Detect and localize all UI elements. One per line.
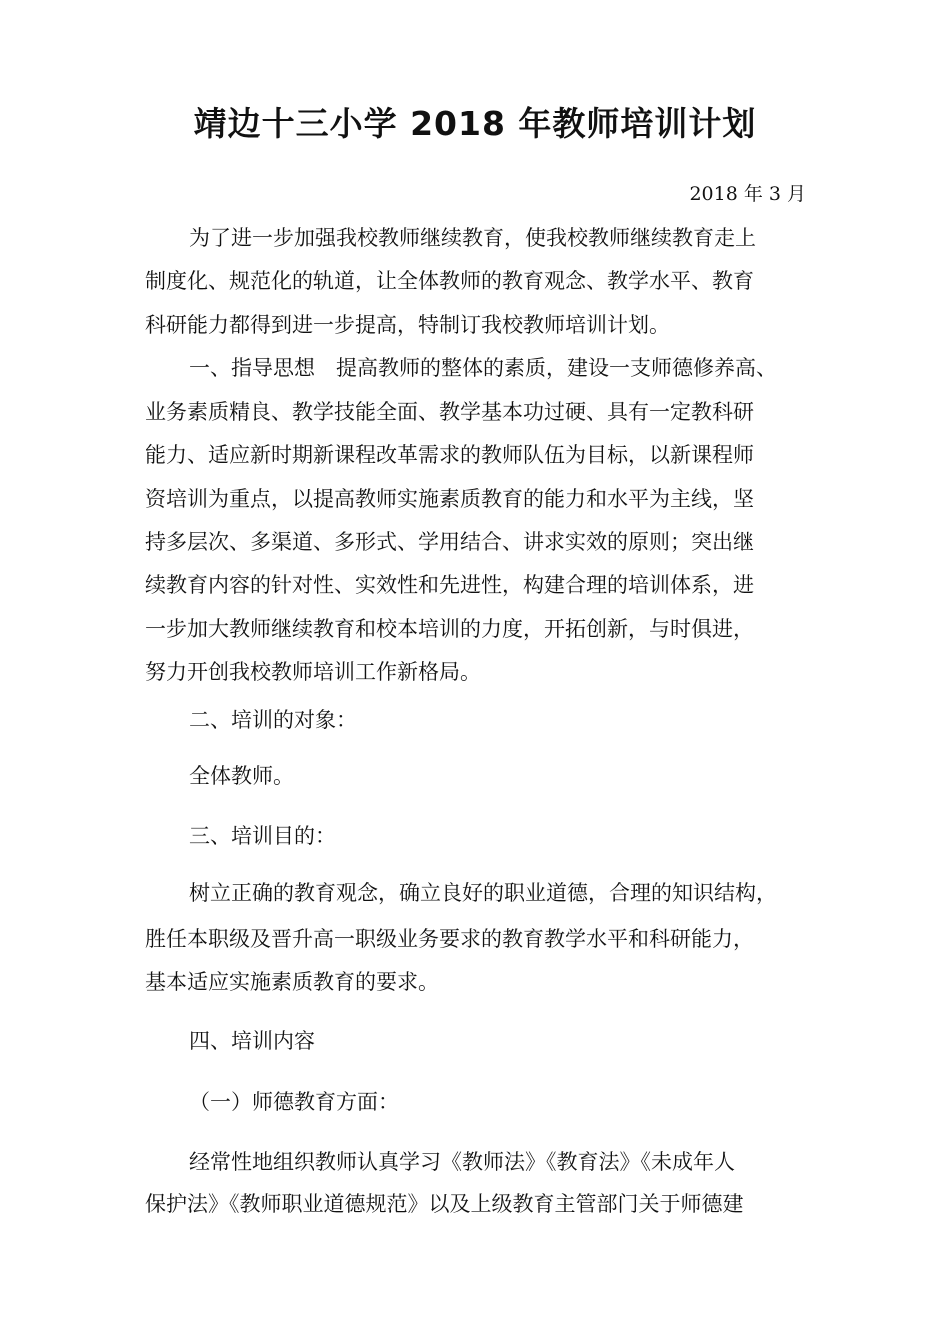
section-1-line-7: 一步加大教师继续教育和校本培训的力度，开拓创新，与时俱进， [145,617,754,641]
subsection-1-heading: （一）师德教育方面： [189,1090,399,1114]
section-1-line-1: 一、指导思想 提高教师的整体的素质，建设一支师德修养高、 [189,356,777,380]
intro-line-2: 制度化、规范化的轨道，让全体教师的教育观念、教学水平、教育 [145,269,754,293]
section-1-line-3: 能力、适应新时期新课程改革需求的教师队伍为目标，以新课程师 [145,443,754,467]
section-1-line-2: 业务素质精良、教学技能全面、教学基本功过硬、具有一定教科研 [145,400,754,424]
section-4-heading: 四、培训内容 [189,1029,315,1053]
section-1-line-5: 持多层次、多渠道、多形式、学用结合、讲求实效的原则；突出继 [145,530,754,554]
subsection-1-line-2: 保护法》《教师职业道德规范》以及上级教育主管部门关于师德建 [145,1192,744,1216]
intro-line-1: 为了进一步加强我校教师继续教育，使我校教师继续教育走上 [189,226,756,250]
section-3-line-2: 胜任本职级及晋升高一职级业务要求的教育教学水平和科研能力， [145,927,754,951]
section-1-line-6: 续教育内容的针对性、实效性和先进性，构建合理的培训体系，进 [145,573,754,597]
section-3-line-3: 基本适应实施素质教育的要求。 [145,970,439,994]
document-date: 2018 年 3 月 [689,183,806,205]
document-title: 靖边十三小学 2018 年教师培训计划 [193,104,757,143]
intro-line-3: 科研能力都得到进一步提高，特制订我校教师培训计划。 [145,313,670,337]
section-2-body: 全体教师。 [189,764,294,788]
section-1-line-4: 资培训为重点，以提高教师实施素质教育的能力和水平为主线，坚 [145,487,754,511]
subsection-1-line-1: 经常性地组织教师认真学习《教师法》《教育法》《未成年人 [189,1150,735,1174]
section-3-heading: 三、培训目的： [189,824,336,848]
section-2-heading: 二、培训的对象： [189,708,357,732]
section-3-line-1: 树立正确的教育观念，确立良好的职业道德，合理的知识结构， [189,881,777,905]
section-1-line-8: 努力开创我校教师培训工作新格局。 [145,660,481,684]
